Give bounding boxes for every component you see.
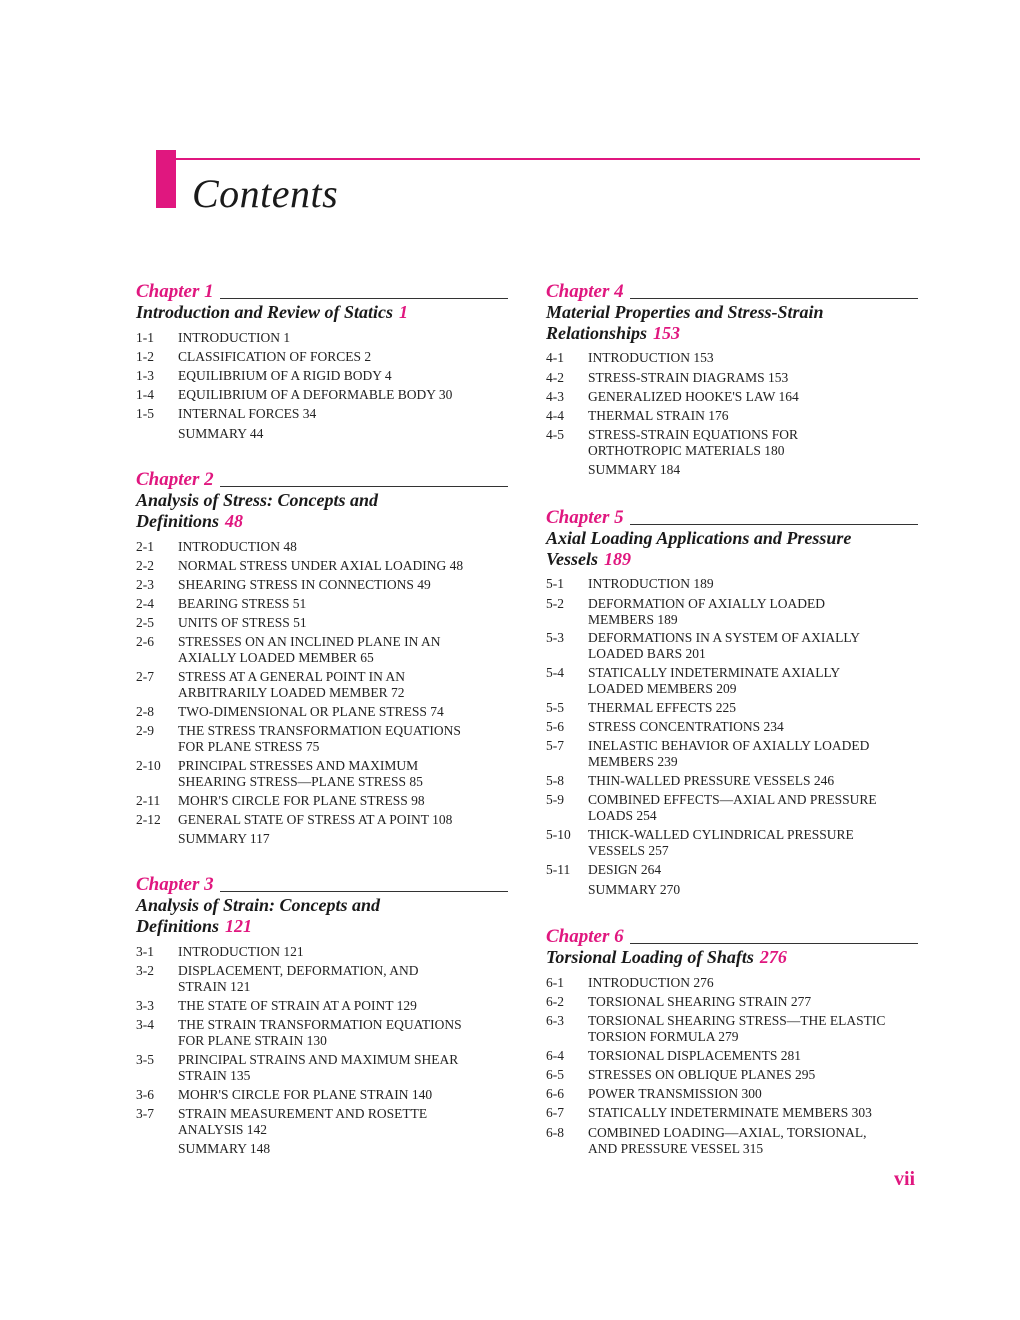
chapter-title[interactable]: Analysis of Strain: Concepts and Definitions 121 (136, 895, 381, 936)
chapter-label: Chapter 6 (546, 926, 624, 947)
chapter-1 (136, 282, 508, 323)
page-number: vii (894, 1168, 916, 1190)
chapter-4 (546, 282, 918, 344)
chapter-page: 1 (399, 302, 409, 322)
chapter-page: 189 (604, 549, 632, 569)
chapter-label: Chapter 2 (136, 469, 214, 490)
chapter-page: 48 (225, 511, 244, 531)
chapter-rule (630, 298, 918, 299)
chapter-rule (220, 486, 508, 487)
chapter-title[interactable]: Analysis of Stress: Concepts and Definitions 48 (136, 490, 379, 531)
chapter-title[interactable]: Introduction and Review of Statics 1 (136, 302, 409, 322)
chapter-rule (220, 891, 508, 892)
chapter-rule (630, 524, 918, 525)
page-title: Contents (192, 171, 339, 216)
chapter-label: Chapter 5 (546, 507, 624, 528)
header-rule (176, 158, 920, 160)
chapter-page: 153 (653, 323, 681, 343)
page-header (156, 150, 920, 220)
chapter-page: 276 (759, 947, 787, 967)
chapter-rule (630, 943, 918, 944)
chapter-label: Chapter 4 (546, 281, 624, 302)
chapter-label: Chapter 3 (136, 874, 214, 895)
chapter-rule (220, 298, 508, 299)
chapter-2 (136, 470, 508, 532)
header-accent-bar (156, 150, 176, 208)
chapter-title[interactable]: Material Properties and Stress-Strain Relationships 153 (546, 302, 824, 343)
chapter-3 (136, 875, 508, 937)
chapter-label: Chapter 1 (136, 281, 214, 302)
chapter-5 (546, 508, 918, 570)
chapter-title[interactable]: Torsional Loading of Shafts 276 (546, 947, 787, 967)
chapter-title[interactable]: Axial Loading Applications and Pressure Vessels 189 (546, 528, 852, 569)
chapter-page: 121 (225, 916, 253, 936)
chapter-6 (546, 927, 918, 968)
